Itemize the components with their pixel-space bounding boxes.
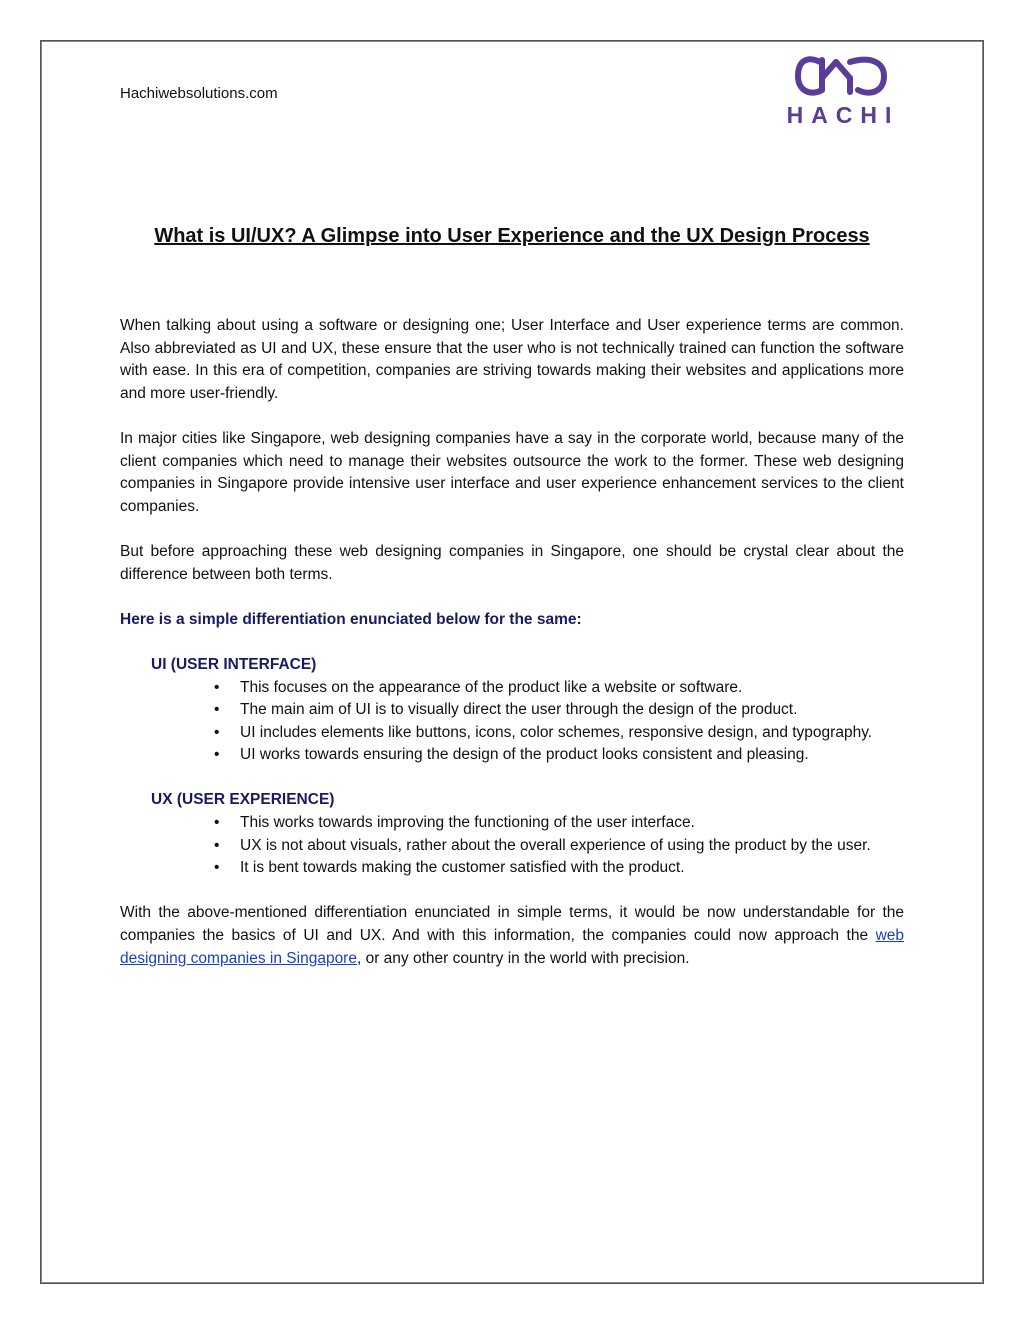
article-body	[120, 315, 904, 993]
section-heading-ux: UX (USER EXPERIENCE)	[151, 791, 335, 809]
closing-text-after: , or any other country in the world with precision.	[356, 949, 690, 967]
closing-text-before: With the above-mentioned differentiation enunciated in simple terms, it would be now understandable for the companies the basics of UI and UX. And with this information, the companies could now approach the	[120, 904, 904, 945]
page-title: What is UI/UX? A Glimpse into User Experience and the UX Design Process	[154, 225, 870, 247]
list-item: • This works towards improving the functioning of the user interface.	[240, 812, 904, 835]
list-item: • This focuses on the appearance of the product like a website or software.	[240, 677, 904, 700]
paragraph-singapore: In major cities like Singapore, web designing companies have a say in the corporate world, because many of the client companies which need to manage their websites outsource the work to the former. These web designing companies in Singapore provide intensive user interface and user experience enhancement services to the client companies.	[120, 429, 904, 515]
list-item: • The main aim of UI is to visually direct the user through the design of the product.	[240, 699, 904, 722]
list-item: • It is bent towards making the customer satisfied with the product.	[240, 857, 904, 880]
logo-wordmark: HACHI	[786, 102, 900, 128]
site-url: Hachiwebsolutions.com	[120, 85, 278, 102]
paragraph-closing	[120, 902, 904, 970]
hachi-logo-mark-icon	[778, 52, 908, 102]
paragraph-intro: When talking about using a software or designing one; User Interface and User experience terms are common. Also abbreviated as UI and UX, these ensure that the user who is not technically trained can function the software with ease. In this era of competition, companies are striving towards making their websites and applications more and more user-friendly.	[120, 317, 904, 402]
paragraph-approach: But before approaching these web designing companies in Singapore, one should be crystal clear about the difference between both terms.	[120, 542, 904, 583]
section-heading-ui: UI (USER INTERFACE)	[151, 655, 317, 673]
ui-bullet-list	[120, 677, 904, 767]
list-item: • UI includes elements like buttons, icons, color schemes, responsive design, and typography.	[240, 722, 904, 745]
ux-bullet-list	[120, 812, 904, 880]
singapore-web-design-link[interactable]: web designing companies in Singapore	[120, 927, 904, 967]
lead-text: Here is a simple differentiation enunciated below for the same:	[120, 610, 582, 628]
list-item: • UX is not about visuals, rather about the overall experience of using the product by the user.	[240, 835, 904, 858]
hachi-logo	[778, 52, 908, 128]
list-item: • UI works towards ensuring the design of the product looks consistent and pleasing.	[240, 744, 904, 767]
